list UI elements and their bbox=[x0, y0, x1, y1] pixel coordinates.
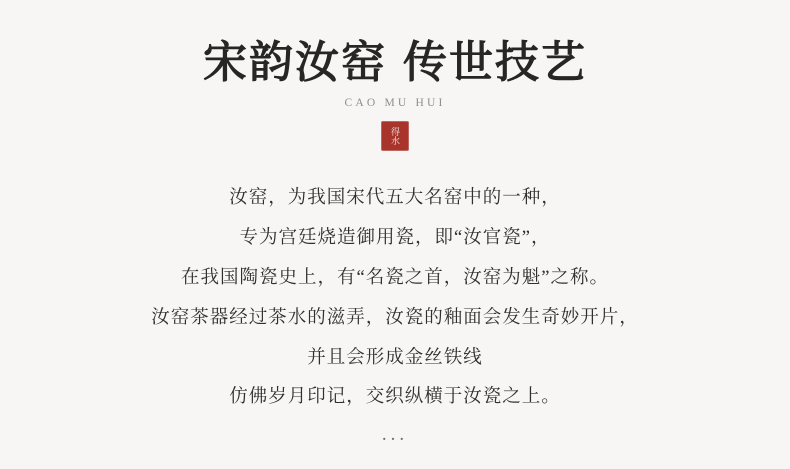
body-line: 汝窑茶器经过茶水的滋弄，汝瓷的釉面会发生奇妙开片， bbox=[151, 307, 639, 328]
seal-text: 得水 bbox=[390, 127, 400, 146]
body-line: 专为宫廷烧造御用瓷，即“汝官瓷”， bbox=[239, 228, 551, 249]
seal-container bbox=[381, 121, 409, 151]
ellipsis-marker: ... bbox=[381, 424, 409, 446]
body-line: 并且会形成金丝铁线 bbox=[307, 347, 483, 368]
red-seal-stamp-icon bbox=[381, 121, 409, 151]
body-line: 仿佛岁月印记，交织纵横于汝瓷之上。 bbox=[229, 387, 561, 408]
page-title bbox=[203, 38, 587, 87]
page-title-part2: 传世技艺 bbox=[403, 38, 587, 87]
page-subtitle: CAO MU HUI bbox=[344, 97, 446, 110]
body-line: 在我国陶瓷史上，有“名瓷之首，汝窑为魁”之称。 bbox=[181, 267, 609, 288]
body-copy bbox=[45, 185, 745, 446]
page-title-part1: 宋韵汝窑 bbox=[203, 38, 387, 87]
body-line: 汝窑，为我国宋代五大名窑中的一种， bbox=[229, 188, 561, 209]
